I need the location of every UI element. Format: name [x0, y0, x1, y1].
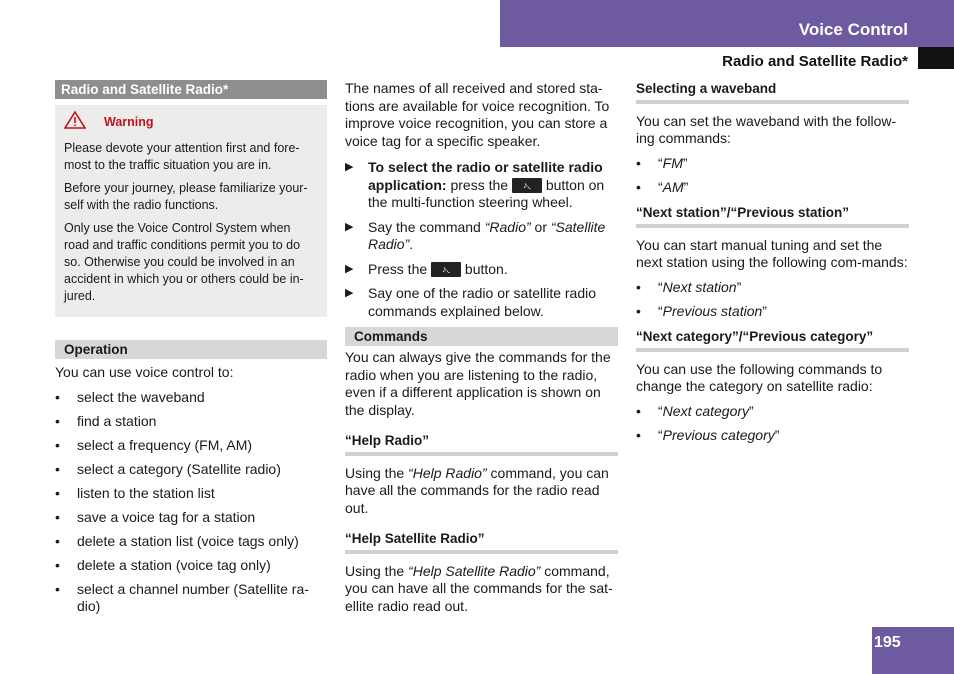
list-item: • listen to the station list: [55, 485, 327, 503]
warning-paragraph: Please devote your attention first and fore-most to the traffic situation you are in.: [64, 141, 300, 172]
command-fm: FM: [662, 154, 683, 171]
list-item: • select a channel number (Satellite ra-dio): [55, 581, 327, 616]
list-item: • select a category (Satellite radio): [55, 461, 327, 479]
voice-recognition-intro: The names of all received and stored sta-tions are available for voice recognition. To improve voice recognition, you can store a voice tag for a specific speaker.: [345, 80, 610, 149]
waveband-heading: Selecting a waveband: [636, 80, 909, 104]
help-radio-text: [345, 465, 618, 518]
command-previous-station: Previous station: [662, 302, 763, 319]
list-item: • delete a station (voice tag only): [55, 557, 327, 575]
list-item: • “Next category”: [636, 403, 909, 421]
list-item: • find a station: [55, 413, 327, 431]
help-satellite-text: [345, 563, 618, 616]
warning-paragraph: Only use the Voice Control System when road and traffic conditions permit you to do so. Otherwise you could be involved in an accident in which you or others could be in-jured.: [64, 221, 304, 303]
category-heading: “Next category”/“Previous category”: [636, 328, 909, 352]
list-item: • select a frequency (FM, AM): [55, 437, 327, 455]
category-list: [636, 403, 909, 445]
warning-label: Warning: [104, 115, 154, 129]
list-item: • delete a station list (voice tags only): [55, 533, 327, 551]
warning-header: [64, 111, 318, 134]
category-text: You can use the following commands to change the category on satellite radio:: [636, 360, 883, 394]
arrow-right-icon: ▶: [345, 287, 354, 299]
step-item: [345, 261, 618, 279]
list-item: • “Previous category”: [636, 427, 909, 445]
section-title-radio: Radio and Satellite Radio*: [55, 80, 327, 99]
voice-control-steering-icon: ♪◟: [512, 178, 542, 193]
command-am: AM: [662, 178, 684, 195]
station-heading: “Next station”/“Previous station”: [636, 204, 909, 228]
waveband-text: You can set the waveband with the follow-ing commands:: [636, 112, 897, 146]
arrow-right-icon: ▶: [345, 220, 354, 233]
page-number-box: [872, 627, 954, 674]
help-radio-heading: “Help Radio”: [345, 432, 618, 456]
step-item: [345, 219, 618, 254]
command-next-station: Next station: [662, 278, 737, 295]
command-radio: “Radio”: [484, 218, 531, 235]
page-title: Voice Control: [798, 20, 908, 39]
list-item: • “Previous station”: [636, 303, 909, 321]
section-title-commands: Commands: [345, 327, 618, 346]
step-text: Say the command: [368, 218, 481, 235]
page-number: 195: [874, 634, 901, 651]
step-text: button.: [464, 260, 508, 277]
step-item: [345, 285, 618, 320]
text: command, you can have all the commands for the sat-ellite radio read out.: [345, 562, 613, 614]
column-left: [55, 80, 327, 622]
list-item: • select the waveband: [55, 389, 327, 407]
operation-list: [55, 389, 327, 616]
step-text: Say one of the radio or satellite radio commands explained below.: [368, 285, 597, 319]
command-help-radio: “Help Radio”: [408, 464, 487, 481]
step-text: press the: [450, 176, 509, 193]
column-middle: [345, 80, 618, 615]
step-text: or: [534, 218, 547, 235]
list-item: • “Next station”: [636, 279, 909, 297]
command-previous-category: Previous category: [662, 426, 775, 443]
warning-box: [55, 105, 327, 317]
section-title-operation: Operation: [55, 340, 327, 359]
step-text: Press the: [368, 260, 428, 277]
station-list: [636, 279, 909, 321]
text: Using the: [345, 562, 405, 579]
command-help-satellite-radio: “Help Satellite Radio”: [408, 562, 541, 579]
step-text: .: [409, 236, 414, 252]
station-text: You can start manual tuning and set the next station using the following com-mands:: [636, 236, 908, 270]
step-bold-label: To select the radio or satellite radio application:: [368, 159, 603, 193]
arrow-right-icon: ▶: [345, 161, 354, 173]
voice-control-steering-icon: ♪◟: [431, 262, 461, 277]
list-item: • “FM”: [636, 155, 909, 173]
command-satellite-radio: “Satellite Radio”: [368, 218, 606, 252]
step-text: button on the multi-function steering wheel.: [368, 176, 605, 210]
text: Using the: [345, 464, 405, 481]
waveband-list: [636, 155, 909, 197]
text: command, you can have all the commands for the radio read out.: [345, 464, 609, 516]
warning-paragraph: Before your journey, please familiarize your-self with the radio functions.: [64, 181, 308, 212]
warning-triangle-icon: [64, 111, 86, 134]
commands-text: You can always give the commands for the radio when you are listening to the radio, even if a different application is shown on the display.: [345, 349, 611, 418]
column-right: [636, 80, 909, 451]
arrow-right-icon: ▶: [345, 262, 354, 275]
help-satellite-heading: “Help Satellite Radio”: [345, 530, 618, 554]
section-tab-marker: [918, 47, 954, 69]
operation-intro: You can use voice control to:: [55, 364, 234, 380]
steps-list: [345, 159, 618, 320]
command-next-category: Next category: [662, 402, 750, 419]
list-item: • save a voice tag for a station: [55, 509, 327, 527]
list-item: • “AM”: [636, 179, 909, 197]
step-item: [345, 159, 618, 212]
page-subtitle: Radio and Satellite Radio*: [722, 53, 908, 70]
